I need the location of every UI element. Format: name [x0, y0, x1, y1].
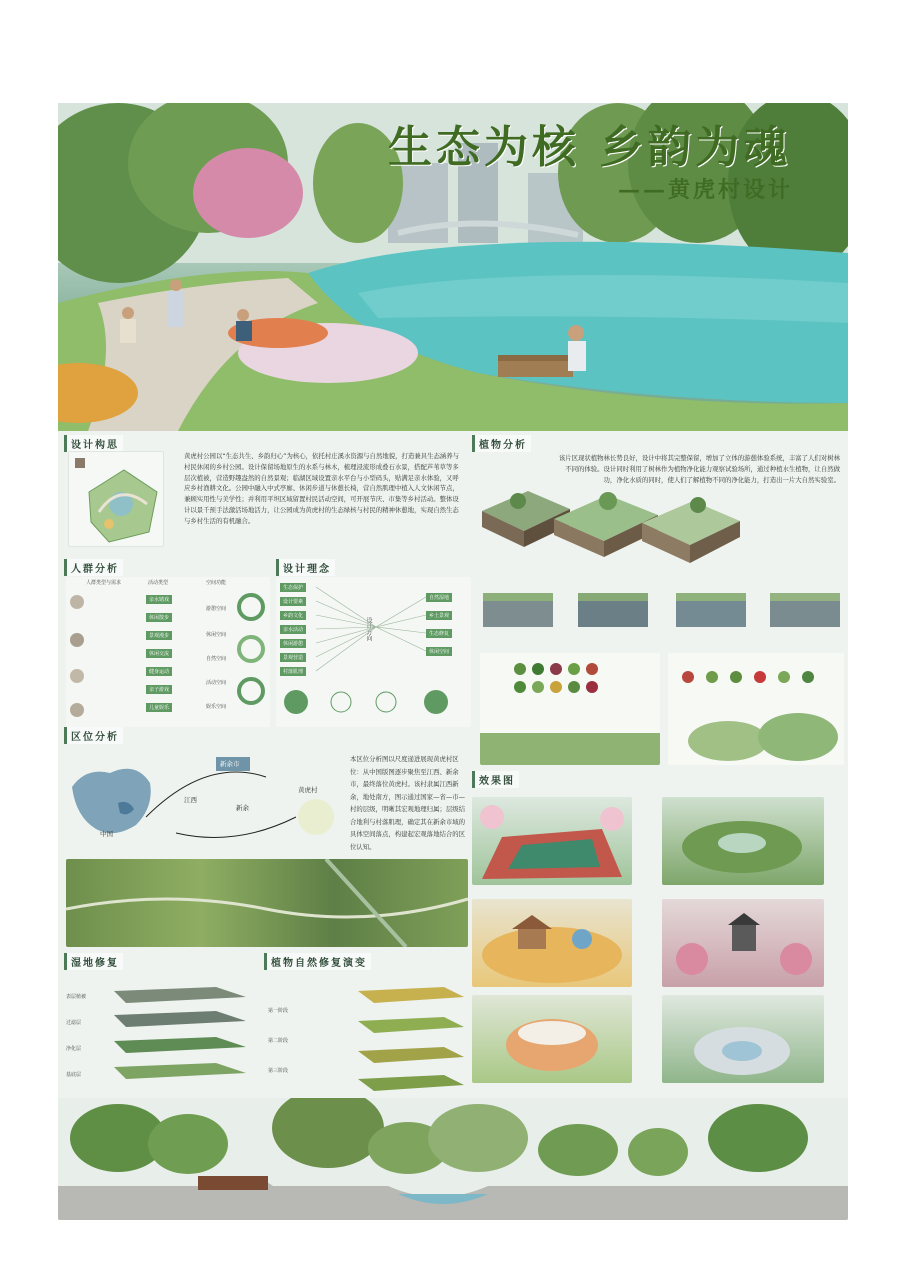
plant-analysis-text: 该片区现状植物林长势良好，设计中将其完整保留，增加了立体的游憩体验系统，丰富了人们对树林不同的体验。设计同时利用了树林作为植物净化能力观察试验场所，通过种植水生植物，让自然做功，净化水质的同时，使人们了解植物不同的净化能力，打造出一片大自然实验室。: [558, 454, 840, 484]
map-label-xinyu: 新余: [236, 804, 249, 812]
terrain-blocks: [478, 581, 848, 641]
plant-species-panel: [480, 653, 660, 765]
hero-rendering: [58, 103, 848, 431]
person-avatar-elder: [70, 595, 84, 609]
crowd-header-mid: 活动类型: [148, 580, 169, 586]
function-label: 娱乐空间: [206, 704, 227, 710]
section-title-wetland-restoration: 湿地修复: [64, 953, 123, 970]
philosophy-panel: [276, 577, 471, 727]
activity-tag: 亲子游戏: [146, 685, 172, 694]
section-title-plant-analysis: 植物分析: [472, 435, 531, 452]
person-avatar-child: [70, 703, 84, 717]
location-text: 本区位分析图以尺度递进展现黄虎村区位：从中国版图逐步聚焦至江西、新余市，最终落位黄虎村。该村隶属江西新余，地处南方，图示通过国家—省—市—村的层级，明晰其宏观地理归属；层级结合地利与村落肌理，确定其在新余市域的具体空间落点，构建起宏观落地结合的区位认知。: [350, 755, 466, 851]
philosophy-left-item: 设计要素: [280, 597, 306, 606]
plant-growth-panel: [668, 653, 844, 765]
activity-tag: 儿童娱乐: [146, 703, 172, 712]
wetland-layer-label: 表层植被: [66, 994, 87, 1000]
aerial-site-photo: [66, 859, 468, 947]
crowd-ring-chart: [236, 577, 266, 727]
rendering-sports-court: [472, 797, 632, 885]
philosophy-links: [276, 577, 471, 727]
map-label-china: 中国: [100, 830, 113, 838]
philosophy-left-item: 景观营造: [280, 653, 306, 662]
map-label-huanghu: 黄虎村: [298, 786, 318, 794]
philosophy-left-item: 生态保护: [280, 583, 306, 592]
crowd-header-right: 空间功能: [206, 580, 227, 586]
function-label: 游憩空间: [206, 606, 227, 612]
site-section-elevation: [58, 1098, 848, 1220]
function-label: 活动空间: [206, 680, 227, 686]
philosophy-left-item: 亲水活动: [280, 625, 306, 634]
section-title-location-analysis: 区位分析: [64, 727, 123, 744]
activity-tag: 健身运动: [146, 667, 172, 676]
philosophy-left-item: 休闲游憩: [280, 639, 306, 648]
person-avatar-youth: [70, 669, 84, 683]
section-title-design-philosophy: 设计理念: [276, 559, 335, 576]
rendering-pavilion-garden: [662, 899, 824, 987]
rendering-playground: [472, 899, 632, 987]
function-label: 自然空间: [206, 656, 227, 662]
philosophy-right-item: 自然湿地: [426, 593, 452, 602]
activity-tag: 亲水嬉戏: [146, 595, 172, 604]
crowd-analysis-panel: [66, 577, 270, 727]
crowd-header-left: 人群类型与需求: [86, 580, 122, 586]
section-title-crowd-analysis: 人群分析: [64, 559, 123, 576]
section-title-renderings: 效果图: [472, 771, 519, 788]
site-plan: [68, 451, 164, 547]
wetland-section-diagram: [66, 983, 256, 1093]
map-label-jiangxi: 江西: [184, 796, 197, 804]
plant-restoration-diagram: [264, 983, 468, 1093]
stage-label: 第三阶段: [268, 1068, 289, 1074]
philosophy-left-item: 村落肌理: [280, 667, 306, 676]
function-label: 休闲空间: [206, 632, 227, 638]
wetland-layer-label: 过滤层: [66, 1020, 82, 1026]
stage-label: 第一阶段: [268, 1008, 289, 1014]
section-title-plant-restoration: 植物自然修复演变: [264, 953, 371, 970]
philosophy-right-item: 休闲空间: [426, 647, 452, 656]
philosophy-core: 设计方向: [365, 617, 372, 641]
plant-analysis-diagram: [478, 471, 778, 566]
person-avatar-adult: [70, 633, 84, 647]
philosophy-right-item: 乡土景观: [426, 611, 452, 620]
design-concept-text: 黄虎村公园以“生态共生、乡韵归心”为核心，依托村庄溪水资源与自然地貌，打造兼具生态涵养与村民休闲的乡村公园。设计保留场地原生的水系与林木，梳理浸流形成叠石水景，搭配芦苇草等多层次植被，营造野趣盎然的自然景观；临湖区域设置亲水平台与小型码头，贴满足亲水体验，又呼应乡村渔耕文化。公园中融入中式亭廊、休闲步道与休憩长椅，营自然肌理中植入人文休闲节点，兼顾实用性与美学性；并利用平坦区域留置村民活动空间，可开展节庆、市集等乡村活动。整体设计以景千预手法激活场地活力，让公园成为黄虎村的生态绿核与村民的精神休憩地，实现自然生态与乡村生活的有机融合。: [184, 452, 460, 525]
activity-tag: 景观漫步: [146, 631, 172, 640]
hero-title: 生态为核 乡韵为魂: [388, 122, 792, 173]
philosophy-right-item: 生态修复: [426, 629, 452, 638]
wetland-layer-label: 基底层: [66, 1072, 82, 1078]
rendering-fountain: [662, 995, 824, 1083]
location-map: [66, 747, 346, 857]
rendering-forest-aerial: [662, 797, 824, 885]
activity-tag: 休闲散步: [146, 613, 172, 622]
hero-subtitle: ——黄虎村设计: [618, 177, 794, 203]
section-title-design-concept: 设计构思: [64, 435, 123, 452]
map-label-inset: 新余市: [220, 760, 240, 768]
wetland-layer-label: 净化层: [66, 1046, 82, 1052]
rendering-circular-plaza: [472, 995, 632, 1083]
activity-tag: 休闲交流: [146, 649, 172, 658]
stage-label: 第二阶段: [268, 1038, 289, 1044]
design-board: [58, 103, 848, 1220]
philosophy-left-item: 乡韵文化: [280, 611, 306, 620]
